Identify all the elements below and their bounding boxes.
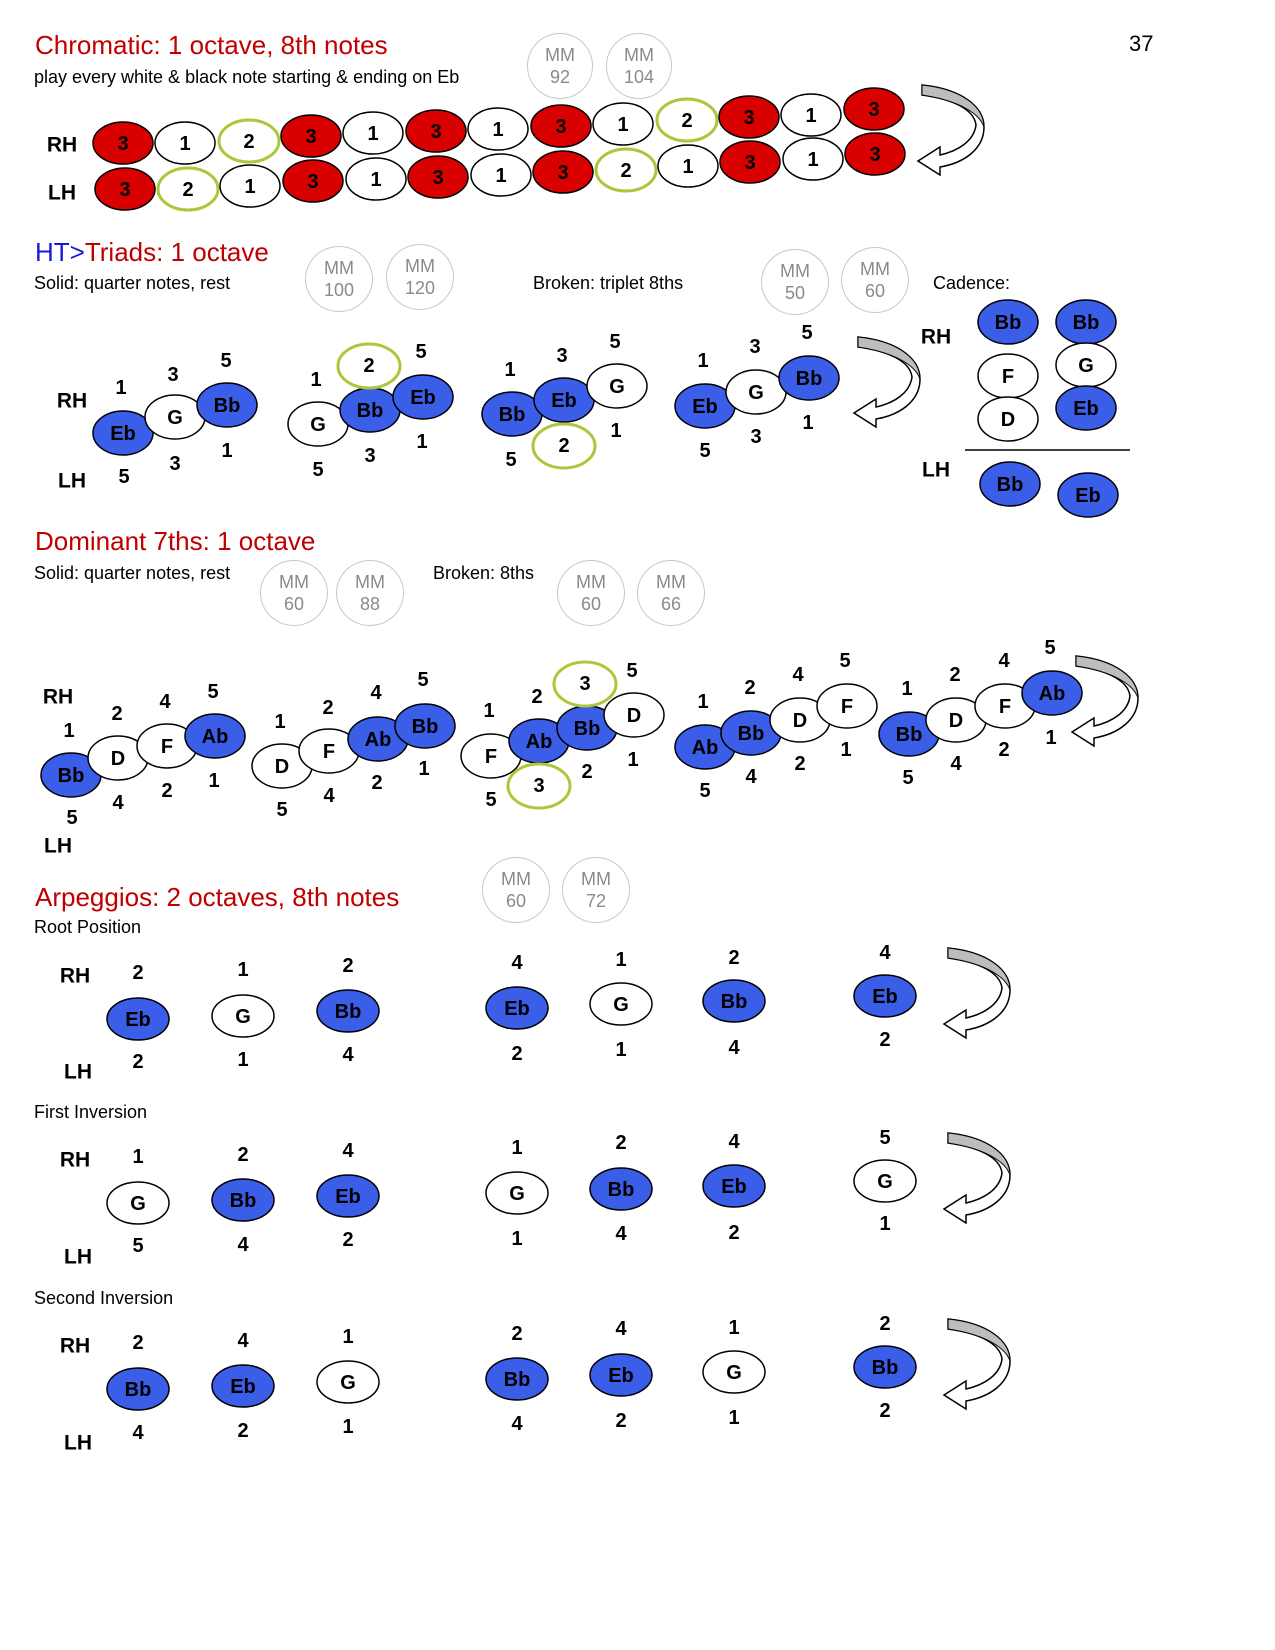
- lh-finger: 1: [418, 758, 430, 780]
- rh-finger: 5: [879, 1127, 891, 1149]
- mm-label: MM: [355, 572, 385, 592]
- note-label: D: [110, 748, 126, 770]
- note-label: 3: [744, 152, 756, 174]
- lh-finger: 5: [66, 807, 78, 829]
- rh-finger: 4: [342, 1140, 354, 1162]
- lh-finger: 2: [511, 1043, 523, 1065]
- lh-finger: 2: [558, 435, 570, 457]
- lh-finger: 1: [879, 1213, 891, 1235]
- note-label: 1: [367, 123, 379, 145]
- mm-value: 120: [404, 278, 436, 298]
- repeat-arrow-icon: [944, 1319, 1010, 1409]
- lh-finger: 3: [750, 426, 762, 448]
- rh-finger: 1: [132, 1146, 144, 1168]
- note-label: Ab: [201, 726, 229, 748]
- lh-finger: 1: [208, 770, 220, 792]
- lh-finger: 1: [221, 440, 233, 462]
- lh-finger: 1: [615, 1039, 627, 1061]
- rh-finger: 1: [615, 949, 627, 971]
- mm-value: 60: [505, 891, 527, 911]
- rh-finger: 5: [609, 331, 621, 353]
- lh-finger: 2: [581, 761, 593, 783]
- triads-title-text: Triads: 1 octave: [84, 237, 269, 267]
- rh-finger: 4: [159, 691, 171, 713]
- lh-finger: 1: [802, 412, 814, 434]
- note-label: Eb: [551, 390, 577, 412]
- rh-finger: 4: [998, 650, 1010, 672]
- rh-finger: 3: [579, 673, 591, 695]
- lh-finger: 3: [169, 453, 181, 475]
- rh-finger: 5: [415, 341, 427, 363]
- rh-finger: 2: [949, 664, 961, 686]
- note-label: G: [340, 1372, 356, 1394]
- rh-label: RH: [59, 1148, 91, 1172]
- note-label: Eb: [1075, 485, 1101, 507]
- note-label: Eb: [504, 998, 530, 1020]
- rh-label: RH: [59, 964, 91, 988]
- lh-finger: 4: [237, 1234, 249, 1256]
- mm-label: MM: [860, 259, 890, 279]
- note-label: Ab: [364, 729, 392, 751]
- note-label: Eb: [721, 1176, 747, 1198]
- arp-row-label-first: First Inversion: [34, 1102, 148, 1122]
- note-label: 3: [432, 167, 444, 189]
- dominant-title: Dominant 7ths: 1 octave: [35, 526, 316, 556]
- mm-value: 104: [623, 67, 655, 87]
- note-label: G: [726, 1362, 742, 1384]
- note-label: Bb: [720, 991, 748, 1013]
- note-label: F: [840, 696, 854, 718]
- lh-finger: 2: [132, 1051, 144, 1073]
- lh-finger: 1: [1045, 727, 1057, 749]
- note-label: Bb: [737, 723, 765, 745]
- note-label: F: [1001, 366, 1015, 388]
- note-label: G: [167, 407, 183, 429]
- note-label: 3: [557, 162, 569, 184]
- rh-finger: 2: [111, 703, 123, 725]
- note-label: 2: [243, 131, 255, 153]
- lh-finger: 2: [237, 1420, 249, 1442]
- lh-finger: 4: [615, 1223, 627, 1245]
- lh-finger: 1: [416, 431, 428, 453]
- rh-finger: 4: [792, 664, 804, 686]
- note-label: F: [998, 696, 1012, 718]
- note-label: 2: [620, 160, 632, 182]
- note-label: 3: [869, 144, 881, 166]
- note-label: G: [509, 1183, 525, 1205]
- note-label: Bb: [356, 400, 384, 422]
- rh-finger: 3: [167, 364, 179, 386]
- note-label: 3: [307, 171, 319, 193]
- note-label: 3: [868, 99, 880, 121]
- rh-finger: 1: [697, 691, 709, 713]
- rh-finger: 2: [615, 1132, 627, 1154]
- rh-finger: 2: [342, 955, 354, 977]
- note-label: Bb: [334, 1001, 362, 1023]
- note-label: Bb: [503, 1369, 531, 1391]
- note-label: Ab: [1038, 683, 1066, 705]
- page-number: 37: [1129, 31, 1154, 56]
- note-label: G: [613, 994, 629, 1016]
- note-label: Bb: [229, 1190, 257, 1212]
- chromatic-title: Chromatic: 1 octave, 8th notes: [35, 30, 388, 60]
- lh-finger: 5: [699, 780, 711, 802]
- lh-finger: 1: [627, 749, 639, 771]
- rh-finger: 1: [310, 369, 322, 391]
- lh-finger: 5: [276, 799, 288, 821]
- note-label: 2: [681, 110, 693, 132]
- dominant-broken-label: Broken: 8ths: [433, 563, 535, 583]
- note-label: G: [748, 382, 764, 404]
- note-label: 3: [119, 179, 131, 201]
- rh-finger: 1: [63, 720, 75, 742]
- note-label: 1: [807, 149, 819, 171]
- note-label: 1: [492, 119, 504, 141]
- lh-finger: 4: [342, 1044, 354, 1066]
- mm-label: MM: [656, 572, 686, 592]
- repeat-arrow-icon: [1072, 656, 1138, 746]
- lh-finger: 2: [879, 1029, 891, 1051]
- rh-finger: 4: [511, 952, 523, 974]
- lh-finger: 4: [132, 1422, 144, 1444]
- rh-finger: 5: [207, 681, 219, 703]
- triads-title-prefix: HT>: [35, 237, 85, 267]
- lh-finger: 5: [902, 767, 914, 789]
- note-label: 3: [117, 133, 129, 155]
- lh-finger: 5: [699, 440, 711, 462]
- mm-label: MM: [581, 869, 611, 889]
- lh-finger: 5: [118, 466, 130, 488]
- rh-finger: 5: [839, 650, 851, 672]
- rh-finger: 1: [342, 1326, 354, 1348]
- note-label: 1: [244, 176, 256, 198]
- lh-label: LH: [48, 181, 76, 205]
- rh-label: RH: [46, 133, 78, 157]
- lh-label: LH: [58, 469, 86, 493]
- note-label: Bb: [573, 718, 601, 740]
- arpeggios-title: Arpeggios: 2 octaves, 8th notes: [35, 882, 400, 912]
- note-label: Eb: [1073, 398, 1099, 420]
- repeat-arrow-icon: [854, 337, 920, 427]
- lh-finger: 4: [112, 792, 124, 814]
- triads-solid-label: Solid: quarter notes, rest: [34, 273, 231, 293]
- mm-value: 92: [549, 67, 571, 87]
- lh-finger: 2: [879, 1400, 891, 1422]
- lh-finger: 2: [371, 772, 383, 794]
- note-label: Bb: [607, 1179, 635, 1201]
- lh-label: LH: [64, 1431, 92, 1455]
- mm-label: MM: [576, 572, 606, 592]
- lh-finger: 4: [950, 753, 962, 775]
- note-label: Ab: [525, 731, 553, 753]
- lh-finger: 2: [998, 739, 1010, 761]
- note-label: 3: [555, 116, 567, 138]
- mm-value: 88: [359, 594, 381, 614]
- rh-finger: 3: [749, 336, 761, 358]
- mm-label: MM: [780, 261, 810, 281]
- rh-finger: 1: [115, 377, 127, 399]
- rh-finger: 1: [697, 350, 709, 372]
- note-label: Bb: [498, 404, 526, 426]
- rh-finger: 1: [237, 959, 249, 981]
- lh-finger: 4: [323, 785, 335, 807]
- rh-finger: 2: [132, 1332, 144, 1354]
- note-label: D: [1000, 409, 1016, 431]
- note-label: F: [322, 741, 336, 763]
- note-label: D: [626, 705, 642, 727]
- rh-finger: 4: [615, 1318, 627, 1340]
- rh-finger: 2: [744, 677, 756, 699]
- rh-finger: 5: [1044, 637, 1056, 659]
- mm-value: 100: [323, 280, 355, 300]
- note-label: G: [310, 414, 326, 436]
- note-label: Eb: [410, 387, 436, 409]
- lh-finger: 1: [610, 420, 622, 442]
- note-label: G: [235, 1006, 251, 1028]
- repeat-arrow-icon: [944, 1133, 1010, 1223]
- lh-finger: 2: [728, 1222, 740, 1244]
- note-label: 1: [682, 156, 694, 178]
- rh-finger: 2: [728, 947, 740, 969]
- rh-finger: 2: [531, 686, 543, 708]
- lh-finger: 2: [161, 780, 173, 802]
- lh-finger: 5: [505, 449, 517, 471]
- note-label: 2: [182, 179, 194, 201]
- note-label: F: [160, 736, 174, 758]
- repeat-arrow-icon: [944, 948, 1010, 1038]
- rh-finger: 2: [879, 1313, 891, 1335]
- rh-finger: 2: [322, 697, 334, 719]
- note-label: Bb: [411, 716, 439, 738]
- mm-label: MM: [405, 256, 435, 276]
- note-label: Bb: [1072, 312, 1100, 334]
- rh-finger: 1: [504, 359, 516, 381]
- lh-label: LH: [44, 834, 72, 858]
- rh-finger: 2: [132, 962, 144, 984]
- note-label: Eb: [872, 986, 898, 1008]
- note-label: Ab: [691, 737, 719, 759]
- mm-label: MM: [545, 45, 575, 65]
- rh-finger: 1: [901, 678, 913, 700]
- lh-finger: 1: [342, 1416, 354, 1438]
- note-label: Bb: [57, 765, 85, 787]
- rh-finger: 2: [237, 1144, 249, 1166]
- rh-finger: 1: [728, 1317, 740, 1339]
- repeat-arrow-icon: [918, 85, 984, 175]
- mm-value: 60: [283, 594, 305, 614]
- rh-label: RH: [56, 389, 88, 413]
- mm-value: 60: [580, 594, 602, 614]
- lh-finger: 4: [745, 766, 757, 788]
- lh-finger: 1: [237, 1049, 249, 1071]
- dominant-solid-label: Solid: quarter notes, rest: [34, 563, 231, 583]
- note-label: 1: [179, 133, 191, 155]
- lh-finger: 1: [511, 1228, 523, 1250]
- note-label: 3: [743, 107, 755, 129]
- rh-finger: 2: [511, 1323, 523, 1345]
- rh-finger: 4: [728, 1131, 740, 1153]
- lh-finger: 4: [728, 1037, 740, 1059]
- rh-finger: 5: [220, 350, 232, 372]
- note-label: G: [1078, 355, 1094, 377]
- mm-label: MM: [624, 45, 654, 65]
- mm-value: 66: [660, 594, 682, 614]
- rh-finger: 4: [237, 1330, 249, 1352]
- triads-broken-label: Broken: triplet 8ths: [533, 273, 684, 293]
- rh-label: RH: [59, 1334, 91, 1358]
- rh-finger: 4: [879, 942, 891, 964]
- note-label: Eb: [608, 1365, 634, 1387]
- mm-value: 50: [784, 283, 806, 303]
- mm-value: 60: [864, 281, 886, 301]
- note-label: 1: [617, 114, 629, 136]
- chromatic-subtitle: play every white & black note starting & ending on Eb: [34, 67, 460, 87]
- note-label: Bb: [994, 312, 1022, 334]
- lh-finger: 1: [840, 739, 852, 761]
- note-label: Bb: [996, 474, 1024, 496]
- lh-label: LH: [64, 1060, 92, 1084]
- note-label: Bb: [213, 395, 241, 417]
- lh-finger: 5: [132, 1235, 144, 1257]
- note-label: D: [274, 756, 290, 778]
- note-label: D: [948, 710, 964, 732]
- lh-label: LH: [64, 1245, 92, 1269]
- note-label: Eb: [335, 1186, 361, 1208]
- mm-label: MM: [501, 869, 531, 889]
- rh-finger: 5: [417, 669, 429, 691]
- rh-finger: 1: [274, 711, 286, 733]
- lh-finger: 1: [728, 1407, 740, 1429]
- note-label: D: [792, 710, 808, 732]
- rh-finger: 4: [370, 682, 382, 704]
- note-label: 1: [805, 105, 817, 127]
- lh-finger: 3: [533, 775, 545, 797]
- mm-value: 72: [585, 891, 607, 911]
- arp-row-label-root: Root Position: [34, 917, 142, 937]
- lh-finger: 5: [485, 789, 497, 811]
- note-label: Eb: [692, 396, 718, 418]
- mm-label: MM: [324, 258, 354, 278]
- arp-row-label-second: Second Inversion: [34, 1288, 174, 1308]
- cadence-label: Cadence:: [933, 273, 1011, 293]
- note-label: Eb: [110, 423, 136, 445]
- note-label: Bb: [795, 368, 823, 390]
- note-label: Eb: [230, 1376, 256, 1398]
- note-label: Bb: [124, 1379, 152, 1401]
- note-label: 1: [495, 165, 507, 187]
- rh-label: RH: [42, 685, 74, 709]
- rh-finger: 2: [363, 355, 375, 377]
- note-label: Bb: [871, 1357, 899, 1379]
- lh-finger: 2: [794, 753, 806, 775]
- rh-label: RH: [920, 325, 952, 349]
- note-label: 3: [305, 126, 317, 148]
- rh-finger: 3: [556, 345, 568, 367]
- rh-finger: 5: [801, 322, 813, 344]
- note-label: G: [877, 1171, 893, 1193]
- note-label: G: [130, 1193, 146, 1215]
- lh-finger: 5: [312, 459, 324, 481]
- lh-finger: 2: [342, 1229, 354, 1251]
- rh-finger: 1: [483, 700, 495, 722]
- note-label: F: [484, 746, 498, 768]
- note-label: 1: [370, 169, 382, 191]
- lh-finger: 2: [615, 1410, 627, 1432]
- note-label: Eb: [125, 1009, 151, 1031]
- lh-label: LH: [922, 458, 950, 482]
- lh-finger: 3: [364, 445, 376, 467]
- note-label: 3: [430, 121, 442, 143]
- mm-label: MM: [279, 572, 309, 592]
- rh-finger: 1: [511, 1137, 523, 1159]
- lh-finger: 4: [511, 1413, 523, 1435]
- note-label: G: [609, 376, 625, 398]
- note-label: Bb: [895, 724, 923, 746]
- rh-finger: 5: [626, 660, 638, 682]
